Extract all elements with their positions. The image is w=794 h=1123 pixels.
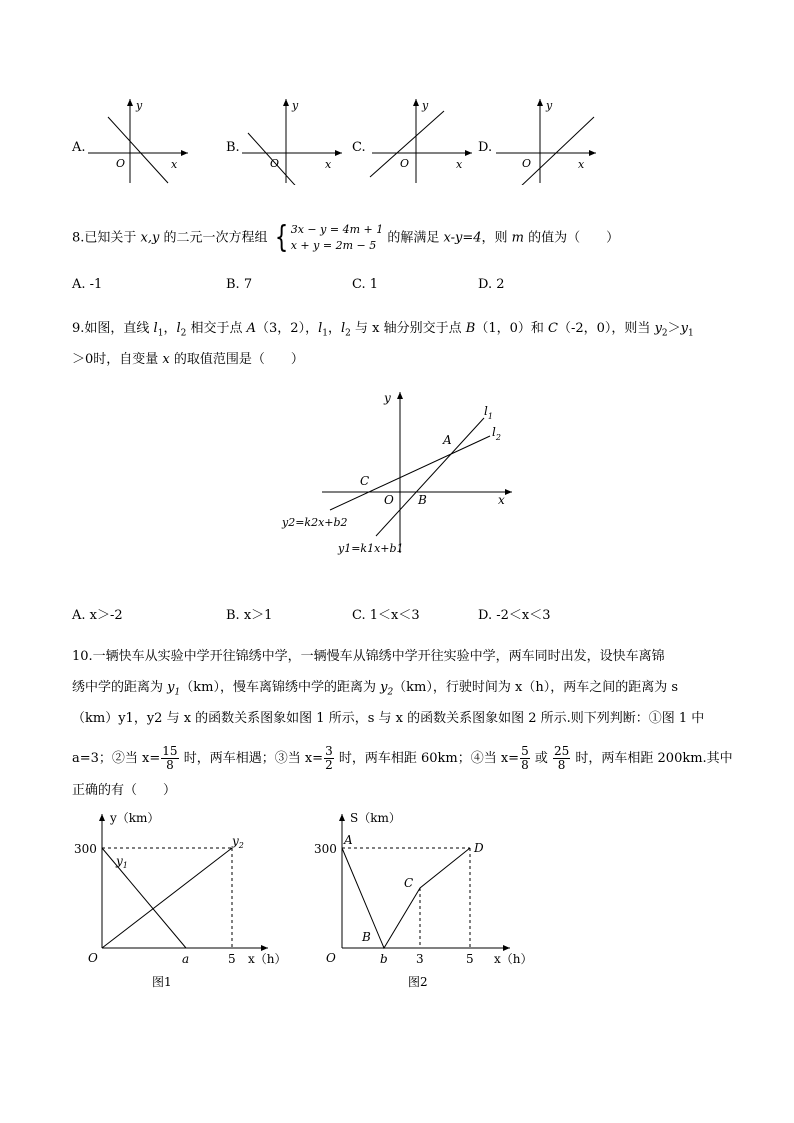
q9-y2-sub: 2 <box>661 328 668 339</box>
q8-equation-system <box>272 222 384 254</box>
q7-option-c-letter: C. <box>352 140 366 155</box>
q10-fig1-y1-label: $y_1$ <box>116 854 128 870</box>
q10-fig2-point-a: A <box>344 833 353 847</box>
q10-fig2-point-b: B <box>362 930 371 944</box>
q9-fig-point-b: B <box>418 493 427 507</box>
q7-graph-d <box>494 95 604 185</box>
q9-l1: l <box>153 321 158 336</box>
q9-l2-sub: 2 <box>180 328 187 339</box>
q9-fig-y-label: y <box>384 391 391 405</box>
q7-c-y-label: y <box>422 99 429 112</box>
q10-fig2-origin: O <box>326 951 336 965</box>
q8-option-b: B. 7 <box>226 277 253 292</box>
q9-fig-eq1: y1=k1x+b1 <box>338 542 404 555</box>
q9-fig-point-a: A <box>443 433 452 447</box>
q10-figure-2 <box>312 808 552 998</box>
q10-fig1-y2-label: $y_2$ <box>232 834 244 850</box>
q9-x: x <box>162 352 170 367</box>
q9-point-b: B <box>465 321 476 336</box>
q8-vars: x,y <box>140 230 160 246</box>
q9-option-b: B. x＞1 <box>226 608 273 623</box>
q8-stem-after-1: 的解满足 <box>383 230 444 246</box>
q9-option-d: D. -2＜x＜3 <box>478 608 551 623</box>
q10-y2: $y_2$ <box>380 680 394 698</box>
q10-fraction-15-8: $\frac{15}{8}$ <box>162 744 178 772</box>
q9-sep: ， <box>163 321 177 336</box>
q8-stem <box>72 222 619 254</box>
q7-d-x-label: x <box>578 158 585 171</box>
q9-c-coord: （-2，0），则当 <box>557 321 655 336</box>
q8-stem-mid: 的二元一次方程组 <box>159 230 268 246</box>
q7-graph-b <box>240 95 350 185</box>
q9-option-a: A. x＞-2 <box>72 608 123 623</box>
q10-fig2-caption: 图2 <box>408 975 428 989</box>
q10-line4 <box>72 744 733 774</box>
q10-fig1-x-tick-5: 5 <box>228 952 236 966</box>
q10-fraction-3-2: $\frac{3}{2}$ <box>325 744 333 772</box>
q9-y1: y <box>680 321 689 336</box>
q7-d-y-label: y <box>546 99 553 112</box>
q10-text: 绣中学的距离为 <box>72 680 168 695</box>
q9-text: 与 <box>350 321 373 336</box>
q10-fig1-y-tick: 300 <box>74 842 97 856</box>
q7-graph-a <box>86 95 196 185</box>
q10-fig1-origin: O <box>88 951 98 965</box>
q9-text: 的取值范围是（ ） <box>169 352 304 367</box>
q10-figure-1 <box>70 808 300 998</box>
q9-l1-sub: 1 <box>157 328 164 339</box>
q10-fig2-x-label: x（h） <box>494 952 533 966</box>
q10-fig1-caption: 图1 <box>152 975 172 989</box>
q10-text: 时，两车相距 60km；④当 x= <box>334 751 520 766</box>
q10-fig2-y-label: S（km） <box>350 811 401 825</box>
q7-b-origin: O <box>270 157 280 170</box>
q10-text: 时，两车相遇；③当 x= <box>179 751 324 766</box>
q9-point-c: C <box>548 321 558 336</box>
q10-fig2-point-d: D <box>474 841 484 855</box>
q9-text: ＞0时，自变量 <box>72 352 163 367</box>
q10-fig1-x-tick-a: a <box>182 952 190 966</box>
q7-a-origin: O <box>116 157 126 170</box>
q10-line2 <box>72 677 678 704</box>
q7-a-y-label: y <box>136 99 143 112</box>
q7-d-origin: O <box>522 157 532 170</box>
q10-text: 时，两车相距 200km.其中 <box>571 751 733 766</box>
q10-fig2-x-tick-3: 3 <box>416 952 424 966</box>
q9-l2: l <box>341 321 346 336</box>
q8-eq1: 3x − y = 4m + 1 <box>290 223 384 236</box>
q7-b-x-label: x <box>325 158 332 171</box>
q9-sep: ， <box>327 321 341 336</box>
q9-text: 轴分别交于点 <box>379 321 466 336</box>
q7-option-b-letter: B. <box>226 140 240 155</box>
q9-gt: ＞ <box>667 321 681 336</box>
q9-l2: l <box>176 321 181 336</box>
q9-x: x <box>372 321 380 336</box>
q10-y1: $y_1$ <box>167 680 181 698</box>
q7-c-x-label: x <box>456 158 463 171</box>
q10-fraction-25-8: $\frac{25}{8}$ <box>553 744 570 772</box>
q9-l1-sub: 1 <box>322 328 328 339</box>
q7-c-origin: O <box>400 157 410 170</box>
q9-fig-l1-label: $l_1$ <box>484 404 493 421</box>
q9-line-l1 <box>376 418 484 536</box>
q8-stem-before: 8.已知关于 <box>72 230 141 246</box>
q10-text: （km），慢车离锦绣中学的距离为 <box>180 680 381 695</box>
q10-fig1-y1-line <box>102 848 186 948</box>
q9-text: 9.如图，直线 <box>72 321 154 336</box>
q9-fig-x-label: x <box>498 493 505 507</box>
q8-m: m <box>511 230 524 246</box>
q9-text: 相交于点 <box>186 321 247 336</box>
q9-stem-line2 <box>72 349 304 371</box>
q9-b-coord: （1，0）和 <box>475 321 549 336</box>
q8-eq2: x + y = 2m − 5 <box>290 239 377 252</box>
q8-brace: { <box>274 220 288 255</box>
q7-options <box>0 90 794 200</box>
q7-line-a <box>108 117 168 183</box>
q9-fig-origin: O <box>384 493 394 507</box>
q10-text: 或 <box>530 751 552 766</box>
q9-fig-point-c: C <box>360 474 370 488</box>
q10-fig2-x-tick-b: b <box>380 952 388 966</box>
q8-stem-after-2: ，则 <box>481 230 512 246</box>
q10-fig1-x-label: x（h） <box>248 952 287 966</box>
q7-option-d-letter: D. <box>478 140 493 155</box>
q9-figure <box>278 388 528 563</box>
q8-stem-end: 的值为（ ） <box>523 230 620 246</box>
q7-line-d <box>518 117 594 185</box>
q10-line3: （km）y1，y2 与 x 的函数关系图象如图 1 所示，s 与 x 的函数关系图象如图 2 所示.则下列判断：①图 1 中 <box>72 711 705 726</box>
q9-fig-eq2: y2=k2x+b2 <box>282 516 348 529</box>
q7-graph-c <box>368 95 478 185</box>
q8-option-d: D. 2 <box>478 277 505 292</box>
q10-fig2-y-tick: 300 <box>314 842 337 856</box>
q8-option-a: A. -1 <box>72 277 103 292</box>
q8-option-c: C. 1 <box>352 277 379 292</box>
q7-b-y-label: y <box>292 99 299 112</box>
q10-line5: 正确的有（ ） <box>72 783 177 798</box>
q9-y1-sub: 1 <box>688 328 694 339</box>
q9-a-coord: （3，2）， <box>256 321 319 336</box>
q9-l1: l <box>318 321 323 336</box>
q10-fig2-x-tick-5: 5 <box>466 952 474 966</box>
q9-fig-l2-label: $l_2$ <box>492 425 501 442</box>
q10-text: （km），行驶时间为 x（h），两车之间的距离为 s <box>393 680 679 695</box>
q9-y2: y <box>654 321 662 336</box>
q9-option-c: C. 1＜x＜3 <box>352 608 420 623</box>
q10-line1: 10.一辆快车从实验中学开往锦绣中学，一辆慢车从锦绣中学开往实验中学，两车同时出发，设快车离锦 <box>72 649 665 664</box>
q7-option-a-letter: A. <box>72 140 86 155</box>
q9-stem-line1 <box>72 318 694 345</box>
q7-a-x-label: x <box>171 158 178 171</box>
q10-text: a=3；②当 x= <box>72 751 161 766</box>
q8-cond: x-y=4 <box>443 230 482 246</box>
q10-fig1-y-label: y（km） <box>110 811 160 825</box>
q9-l2-sub: 2 <box>345 328 351 339</box>
q9-point-a: A <box>246 321 257 336</box>
q10-fig2-point-c: C <box>404 876 414 890</box>
q10-fraction-5-8: $\frac{5}{8}$ <box>521 744 529 772</box>
